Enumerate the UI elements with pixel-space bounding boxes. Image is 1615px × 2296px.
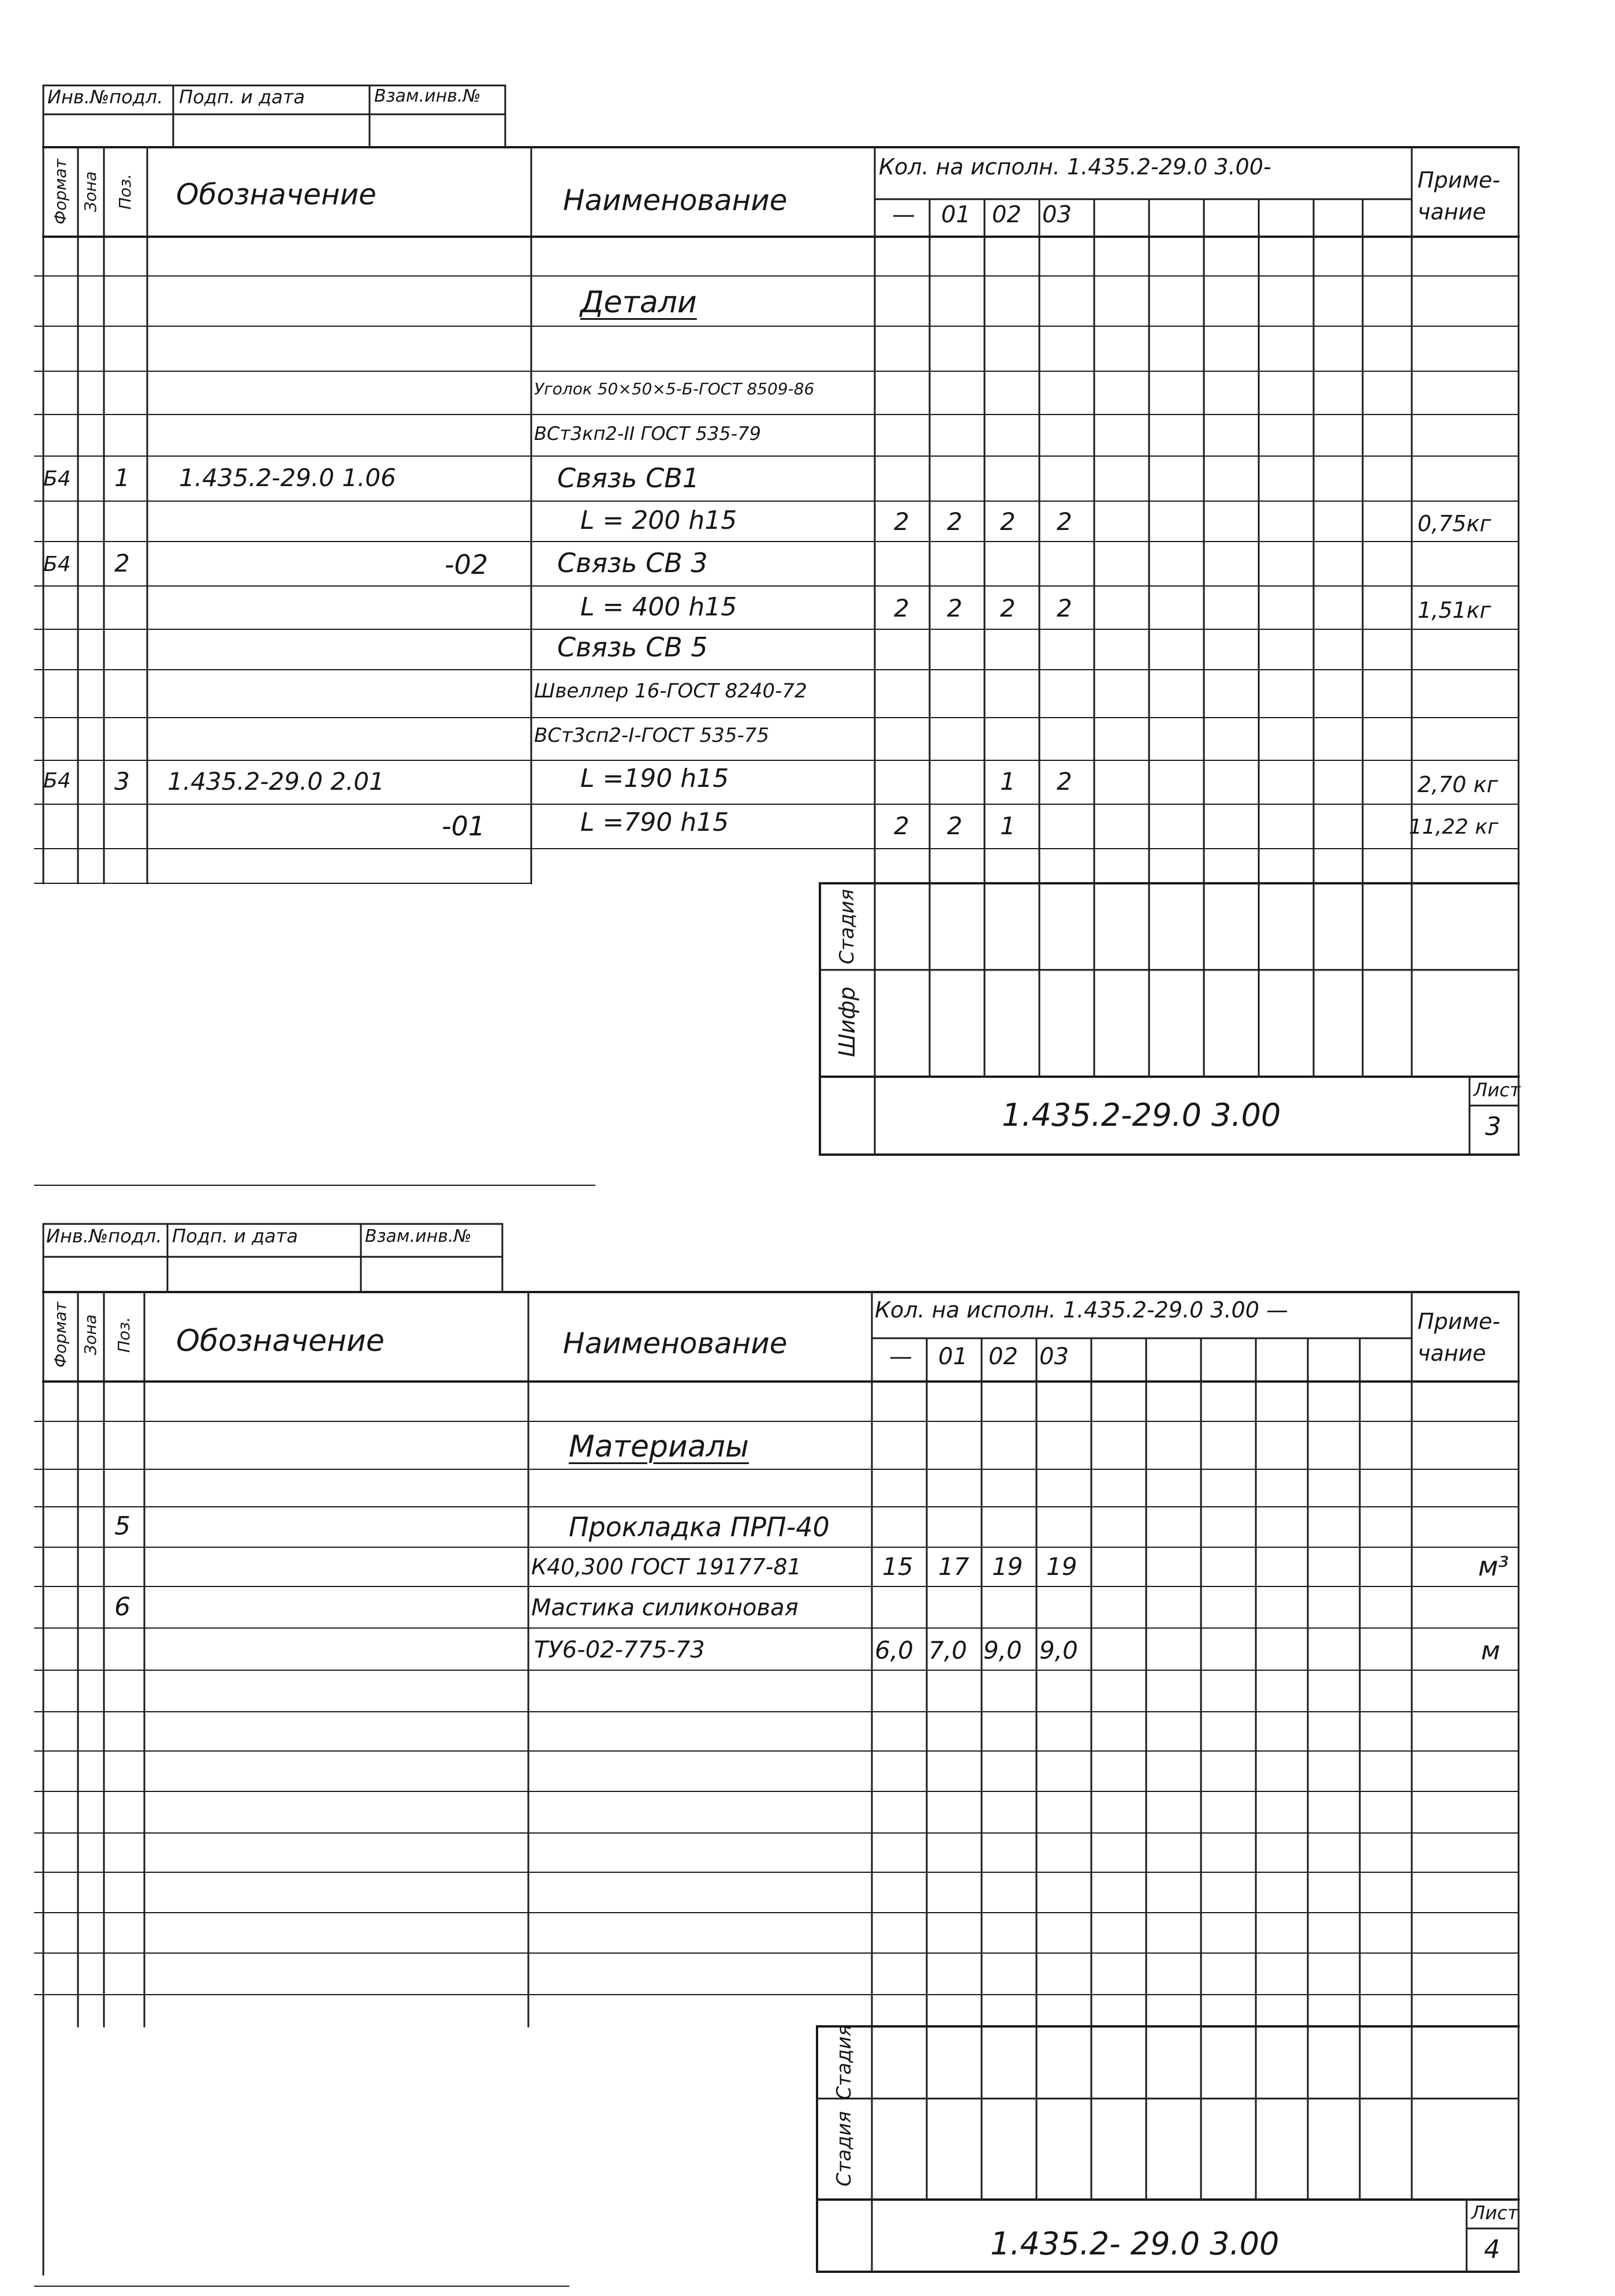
header-q3: 03 [1042, 201, 1072, 228]
row-q3: 2 [1057, 767, 1072, 796]
row-name: L =790 h15 [580, 808, 729, 837]
row-q0: 2 [894, 507, 909, 536]
row-name: ТУ6-02-775-73 [534, 1637, 705, 1663]
header-note: Приме- чание [1418, 1309, 1501, 1367]
header-name: Наименование [563, 1327, 788, 1360]
document-code: 1.435.2-29.0 3.00 [1002, 1097, 1281, 1133]
header-qty: Кол. на исполн. 1.435.2-29.0 3.00 — [875, 1297, 1288, 1323]
header-q3: 03 [1039, 1343, 1069, 1370]
row-designation: 1.435.2-29.0 1.06 [179, 464, 396, 492]
row-format: Б4 [43, 552, 71, 576]
header-q1: 01 [941, 201, 971, 228]
row-name: Уголок 50×50×5-Б-ГОСТ 8509-86 [534, 379, 815, 398]
header-zone: Зона [81, 1314, 100, 1356]
row-name: К40,300 ГОСТ 19177-81 [531, 1554, 801, 1580]
header-designation: Обозначение [176, 1324, 385, 1358]
row-name: Связь СВ1 [557, 462, 700, 494]
header-q0: — [889, 1343, 912, 1370]
row-q0: 2 [894, 812, 909, 840]
row-pos: 2 [114, 549, 130, 577]
row-q0: 6,0 [875, 1636, 913, 1664]
stamp-inv-label: Инв.№подл. [46, 1225, 162, 1247]
row-name: Мастика силиконовая [531, 1595, 799, 1621]
stamp-sign-label: Подп. и дата [172, 1225, 298, 1247]
header-qty: Кол. на исполн. 1.435.2-29.0 3.00- [879, 154, 1271, 180]
row-q2: 9,0 [983, 1636, 1022, 1664]
row-q0: 15 [882, 1552, 913, 1581]
row-name: L = 200 h15 [580, 506, 737, 535]
row-note: 2,70 кг [1418, 772, 1498, 797]
row-q1: 2 [947, 507, 963, 536]
sheet-label: Лист [1474, 1079, 1521, 1101]
header-designation: Обозначение [176, 178, 376, 211]
section-title: Материалы [569, 1429, 749, 1464]
row-format: Б4 [43, 467, 71, 491]
row-name: ВСт3кп2-II ГОСТ 535-79 [534, 423, 761, 445]
row-q2: 1 [1000, 767, 1016, 796]
sheet-number: 4 [1484, 2235, 1500, 2264]
header-format: Формат [51, 1302, 70, 1368]
row-name: Прокладка ПРП-40 [569, 1511, 830, 1543]
row-note: 0,75кг [1418, 511, 1491, 536]
row-name: Швеллер 16-ГОСТ 8240-72 [534, 680, 807, 703]
header-pos: Поз. [115, 174, 135, 210]
header-q2: 02 [989, 1343, 1018, 1370]
row-name: L =190 h15 [580, 764, 729, 793]
row-designation: -02 [445, 549, 488, 580]
row-q3: 9,0 [1039, 1636, 1078, 1664]
row-q2: 1 [1000, 812, 1016, 840]
sheet1-grid [35, 85, 1519, 1185]
sheet-label: Лист [1471, 2202, 1519, 2224]
title-stage-label: Стадия [833, 2024, 856, 2100]
row-pos: 6 [114, 1592, 130, 1622]
row-name: ВСт3сп2-I-ГОСТ 535-75 [534, 724, 770, 747]
row-q3: 2 [1057, 507, 1072, 536]
stamp-repl-label: Взам.инв.№ [365, 1226, 472, 1246]
stamp-repl-label: Взам.инв.№ [374, 86, 481, 106]
row-q1: 7,0 [928, 1636, 967, 1664]
stamp-inv-label: Инв.№подл. [47, 86, 163, 108]
title-stage-label: Стадия [836, 888, 859, 965]
row-pos: 1 [114, 464, 130, 492]
row-q2: 19 [992, 1552, 1023, 1581]
header-name: Наименование [563, 184, 788, 217]
section-title: Детали [580, 285, 697, 320]
header-q0: — [892, 201, 915, 228]
document-code: 1.435.2- 29.0 3.00 [990, 2226, 1280, 2262]
row-name: Связь СВ 5 [557, 632, 708, 663]
row-name: Связь СВ 3 [557, 547, 708, 578]
row-name: L = 400 h15 [580, 592, 737, 622]
row-q1: 2 [947, 594, 963, 622]
sheet2-grid [35, 1224, 1519, 2286]
row-pos: 5 [114, 1511, 130, 1541]
sheet-number: 3 [1485, 1112, 1501, 1141]
row-note: м³ [1478, 1551, 1509, 1582]
row-q2: 2 [1000, 594, 1016, 622]
row-note: 1,51кг [1418, 598, 1491, 623]
header-pos: Поз. [114, 1317, 133, 1353]
header-note: Приме- чание [1418, 167, 1501, 225]
row-q2: 2 [1000, 507, 1016, 536]
header-q2: 02 [992, 201, 1021, 228]
row-designation: 1.435.2-29.0 2.01 [167, 767, 385, 796]
row-pos: 3 [114, 767, 130, 796]
title-cipher-label: Шифр [834, 987, 860, 1057]
row-q3: 19 [1046, 1552, 1077, 1581]
title-stage-label: Стадия [833, 2111, 856, 2187]
row-q1: 2 [947, 812, 963, 840]
row-q0: 2 [894, 594, 909, 622]
row-note: 11,22 кг [1409, 815, 1499, 839]
row-q3: 2 [1057, 594, 1072, 622]
header-zone: Зона [81, 171, 100, 212]
row-designation: -01 [442, 811, 486, 842]
row-q1: 17 [938, 1552, 969, 1581]
header-q1: 01 [938, 1343, 968, 1370]
row-format: Б4 [43, 769, 71, 793]
stamp-sign-label: Подп. и дата [179, 86, 305, 108]
row-note: м [1481, 1636, 1501, 1666]
header-format: Формат [51, 159, 70, 225]
